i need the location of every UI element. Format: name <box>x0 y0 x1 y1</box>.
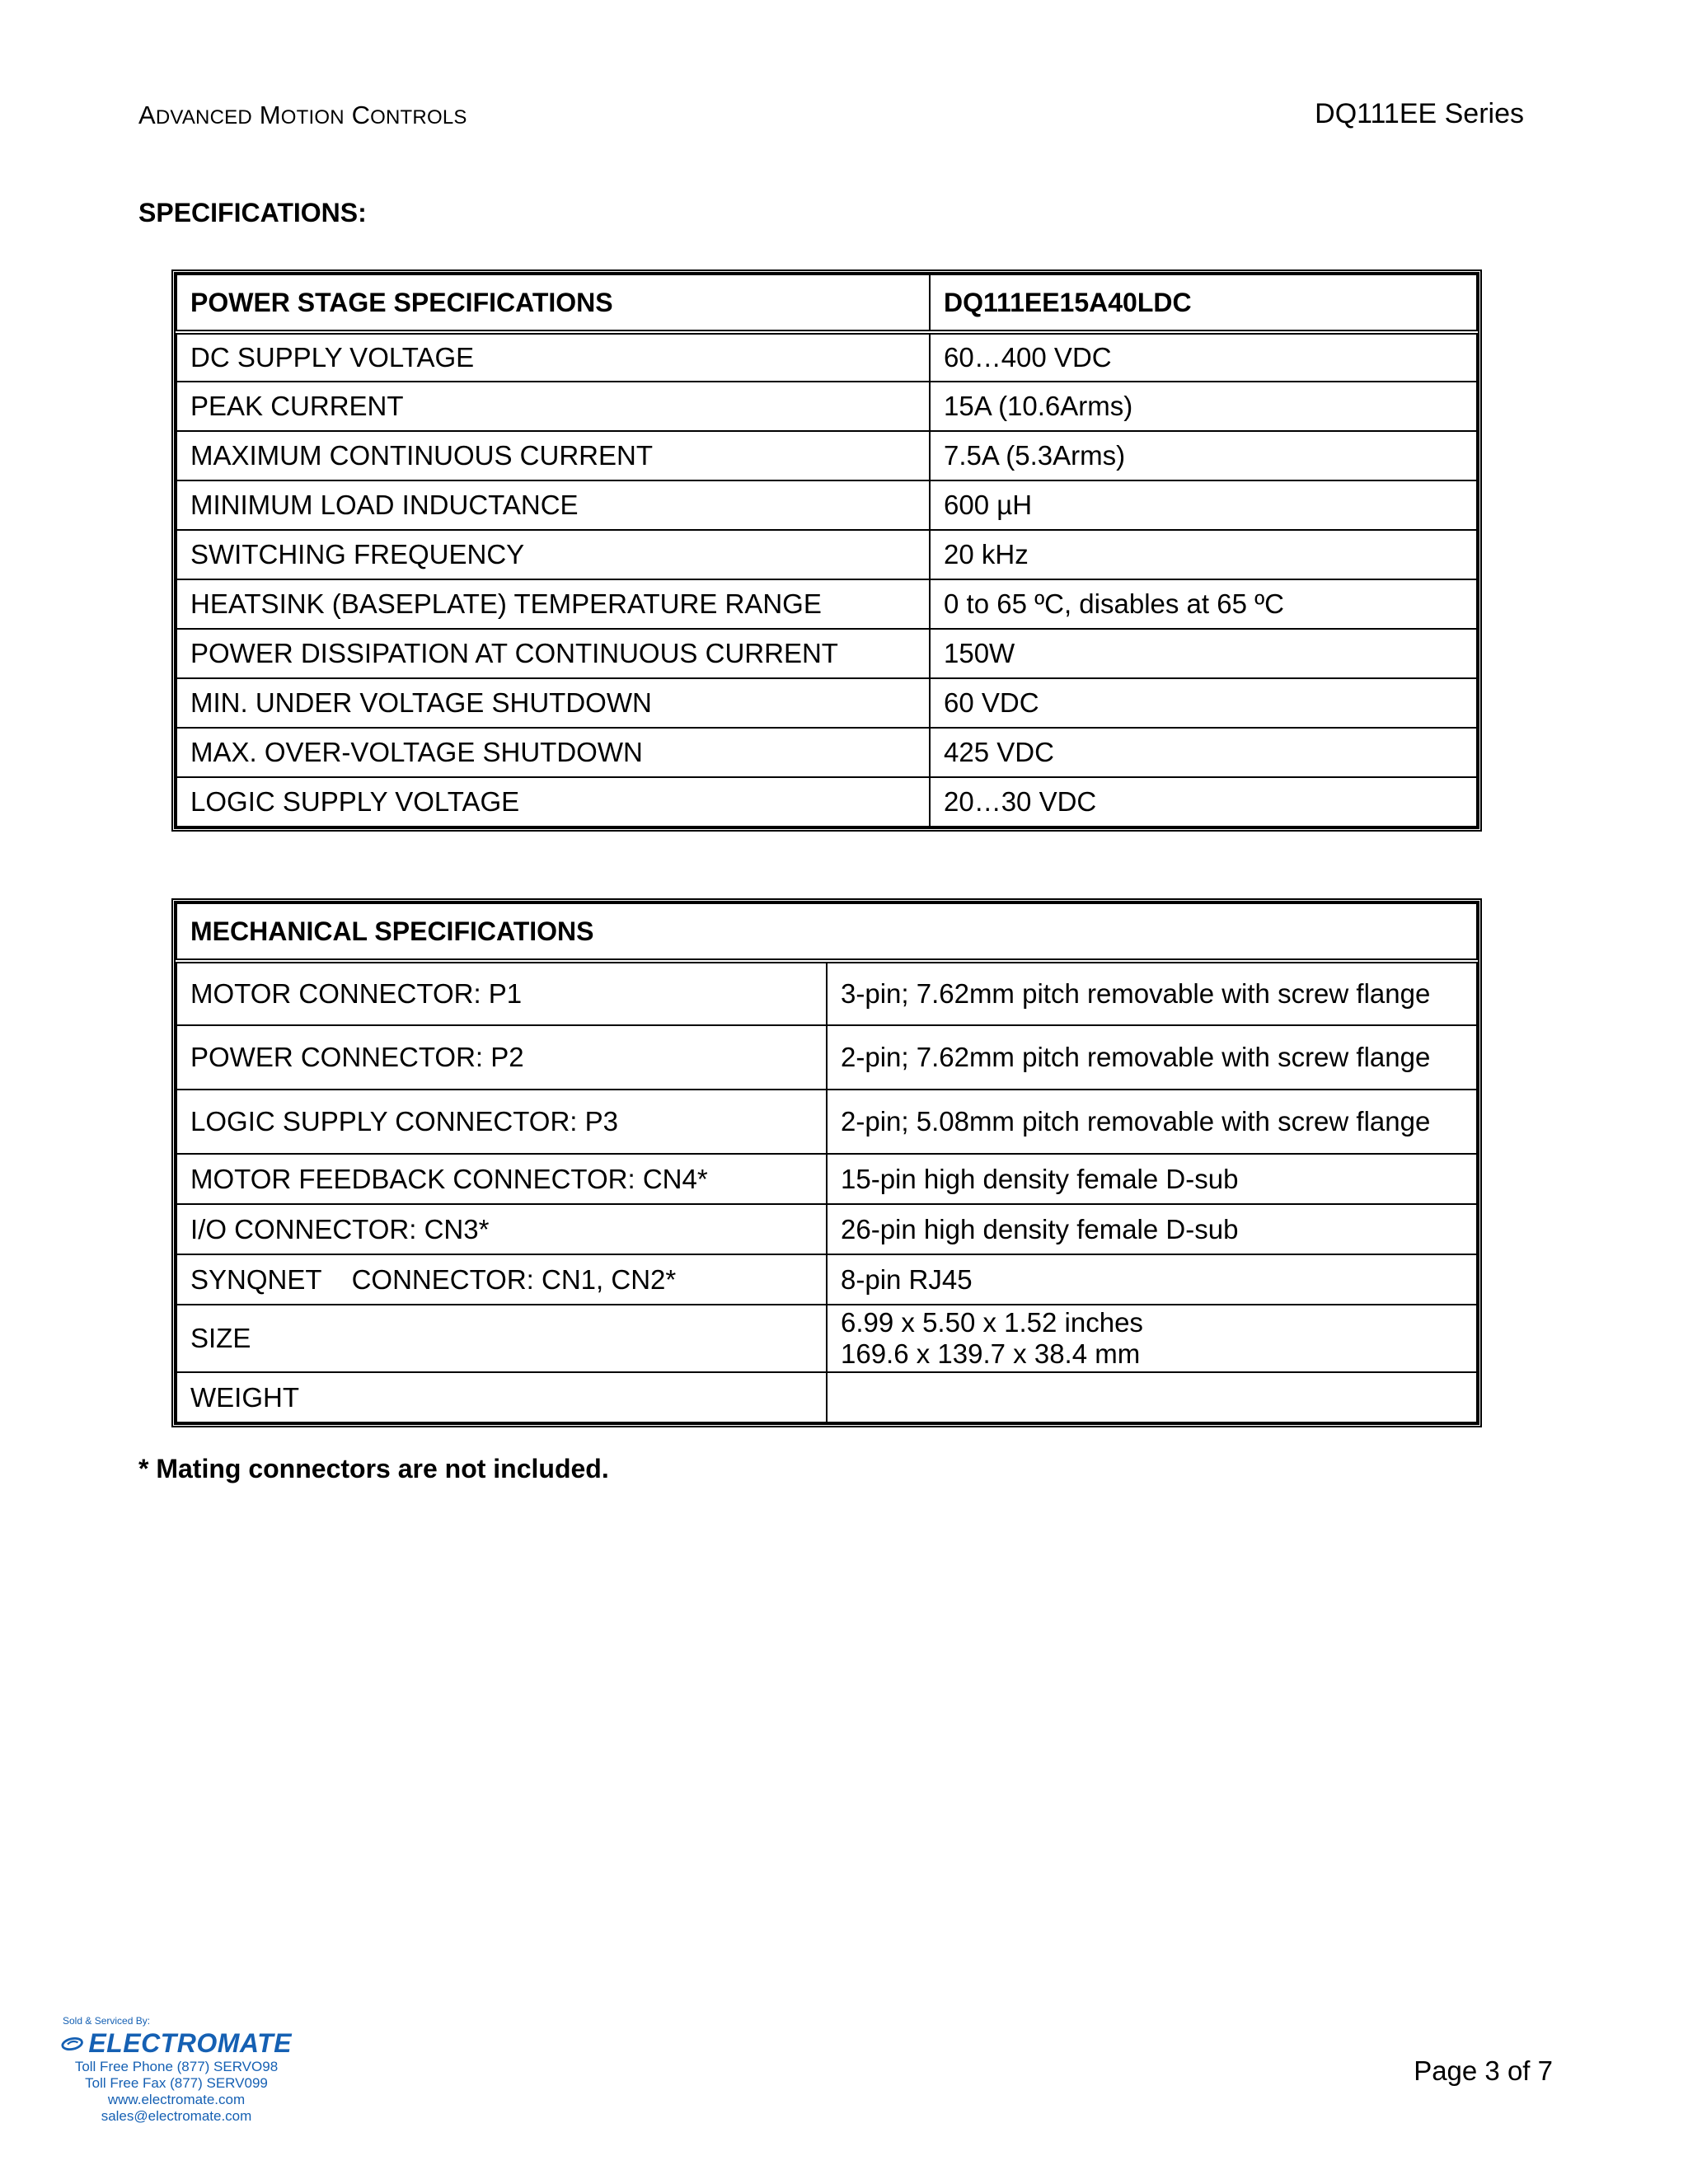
spec-value-cell: 26-pin high density female D-sub <box>827 1204 1477 1254</box>
table-row <box>176 579 1477 629</box>
spec-value-cell: 60…400 VDC <box>930 332 1477 382</box>
spec-name-cell: MAXIMUM CONTINUOUS CURRENT <box>176 431 930 480</box>
spec-name-cell: MOTOR FEEDBACK CONNECTOR: CN4* <box>176 1154 827 1204</box>
spec-value-cell: 6.99 x 5.50 x 1.52 inches 169.6 x 139.7 x 38.4 mm <box>827 1305 1477 1372</box>
table-header-row <box>176 274 1477 332</box>
header-company-name: ADVANCED MOTION CONTROLS <box>138 101 467 129</box>
spec-name-cell: LOGIC SUPPLY VOLTAGE <box>176 777 930 827</box>
table-row <box>176 678 1477 728</box>
toll-free-phone: Toll Free Phone (877) SERVO98 <box>74 2059 279 2074</box>
spec-name-cell: PEAK CURRENT <box>176 382 930 431</box>
table-row <box>176 777 1477 827</box>
electromate-swoosh-icon <box>61 2032 83 2056</box>
spec-value-cell: 20 kHz <box>930 530 1477 579</box>
spec-name-cell: POWER DISSIPATION AT CONTINUOUS CURRENT <box>176 629 930 678</box>
spec-value-cell: 7.5A (5.3Arms) <box>930 431 1477 480</box>
table-row <box>176 1372 1477 1422</box>
sold-by-label: Sold & Serviced By: <box>63 2015 151 2027</box>
spec-name-cell: DC SUPPLY VOLTAGE <box>176 332 930 382</box>
toll-free-fax: Toll Free Fax (877) SERV099 <box>85 2075 268 2091</box>
spec-name-cell: MOTOR CONNECTOR: P1 <box>176 961 827 1025</box>
table-row <box>176 1204 1477 1254</box>
table-row <box>176 629 1477 678</box>
table-row <box>176 480 1477 530</box>
header-cell-model: DQ111EE15A40LDC <box>930 274 1477 332</box>
brand-name: ELECTROMATE <box>88 2028 292 2058</box>
website[interactable]: www.electromate.com <box>107 2092 246 2107</box>
spec-value-cell: 600 µH <box>930 480 1477 530</box>
spec-value-cell: 2-pin; 7.62mm pitch removable with screw flange <box>827 1025 1477 1090</box>
spec-value-cell: 15A (10.6Arms) <box>930 382 1477 431</box>
spec-value-cell: 60 VDC <box>930 678 1477 728</box>
table-header-row <box>176 903 1477 961</box>
spec-name-cell: POWER CONNECTOR: P2 <box>176 1025 827 1090</box>
spec-name-cell: SYNQNET CONNECTOR: CN1, CN2* <box>176 1254 827 1305</box>
electromate-logo <box>61 2015 292 2125</box>
spec-value-cell: 2-pin; 5.08mm pitch removable with screw flange <box>827 1090 1477 1154</box>
header-cell-mechanical: MECHANICAL SPECIFICATIONS <box>176 903 1477 961</box>
spec-name-cell: MAX. OVER-VOLTAGE SHUTDOWN <box>176 728 930 777</box>
spec-value-cell: 0 to 65 ºC, disables at 65 ºC <box>930 579 1477 629</box>
spec-name-cell: SIZE <box>176 1305 827 1372</box>
page-number: Page 3 of 7 <box>1414 2055 1553 2086</box>
spec-value-cell: 8-pin RJ45 <box>827 1254 1477 1305</box>
spec-name-cell: LOGIC SUPPLY CONNECTOR: P3 <box>176 1090 827 1154</box>
spec-name-cell: HEATSINK (BASEPLATE) TEMPERATURE RANGE <box>176 579 930 629</box>
table-row <box>176 1090 1477 1154</box>
table-row <box>176 1025 1477 1090</box>
table-row <box>176 1305 1477 1372</box>
spec-value-cell: 150W <box>930 629 1477 678</box>
mechanical-spec-table <box>171 898 1482 1427</box>
spec-value-cell <box>827 1372 1477 1422</box>
section-title: SPECIFICATIONS: <box>138 198 367 227</box>
table-row <box>176 530 1477 579</box>
spec-name-cell: WEIGHT <box>176 1372 827 1422</box>
table-row <box>176 1254 1477 1305</box>
header-series: DQ111EE Series <box>1315 98 1524 129</box>
spec-value-cell: 425 VDC <box>930 728 1477 777</box>
table-row <box>176 332 1477 382</box>
spec-name-cell: MIN. UNDER VOLTAGE SHUTDOWN <box>176 678 930 728</box>
spec-name-cell: MINIMUM LOAD INDUCTANCE <box>176 480 930 530</box>
spec-name-cell: I/O CONNECTOR: CN3* <box>176 1204 827 1254</box>
header-cell-spec: POWER STAGE SPECIFICATIONS <box>176 274 930 332</box>
table-row <box>176 431 1477 480</box>
table-row <box>176 382 1477 431</box>
table-row <box>176 961 1477 1025</box>
table-row <box>176 1154 1477 1204</box>
spec-value-cell: 15-pin high density female D-sub <box>827 1154 1477 1204</box>
table-row <box>176 728 1477 777</box>
spec-name-cell: SWITCHING FREQUENCY <box>176 530 930 579</box>
spec-value-cell: 20…30 VDC <box>930 777 1477 827</box>
spec-value-cell: 3-pin; 7.62mm pitch removable with screw flange <box>827 961 1477 1025</box>
footnote: * Mating connectors are not included. <box>138 1454 609 1483</box>
power-stage-spec-table <box>171 269 1482 832</box>
email[interactable]: sales@electromate.com <box>101 2108 252 2124</box>
